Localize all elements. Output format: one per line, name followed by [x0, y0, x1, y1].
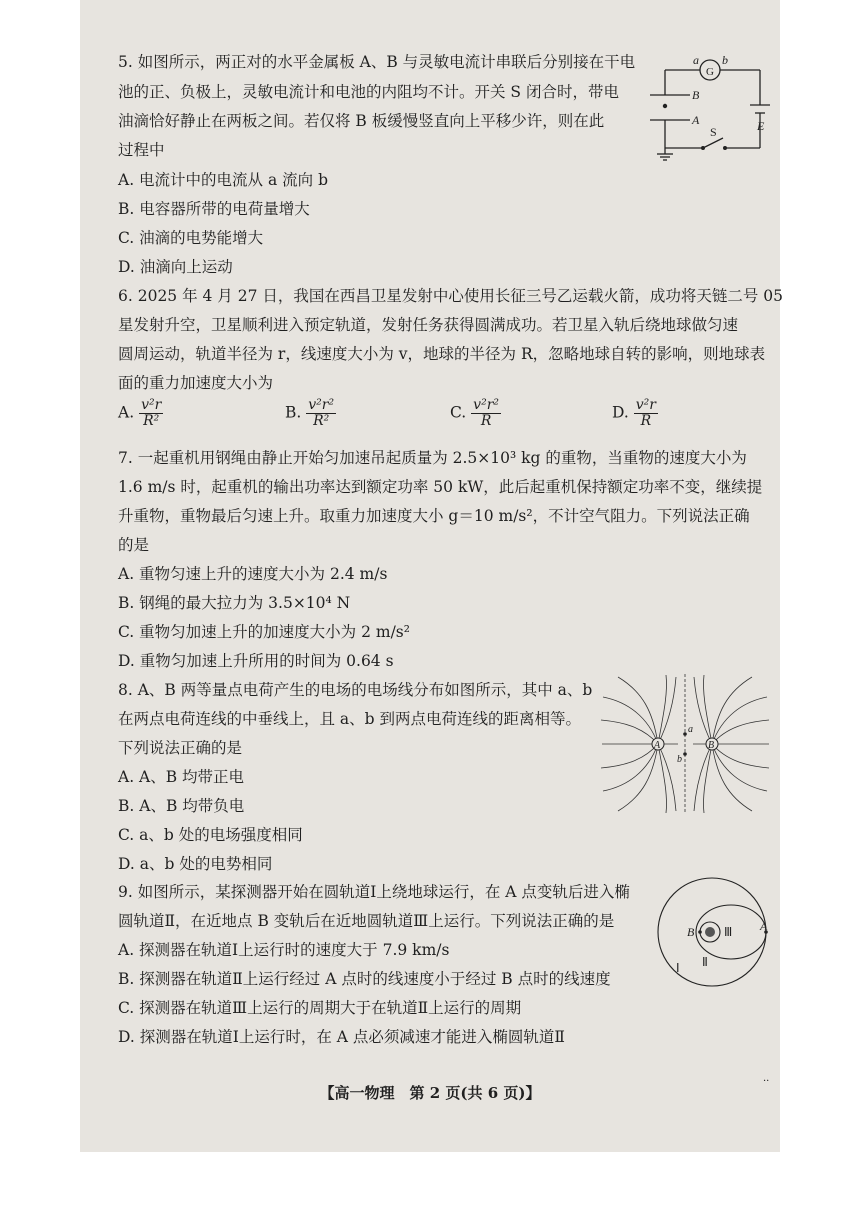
q5-label-B: B — [692, 88, 700, 102]
q7-option-b: B. 钢绳的最大拉力为 3.5×10⁴ N — [118, 594, 351, 612]
q6-choice-d: D. $\frac{\text{v²r}}{R}$ — [612, 397, 656, 429]
q8-label-A: A — [654, 740, 661, 751]
q5-circuit-diagram — [645, 50, 775, 165]
q8-option-b: B. A、B 均带负电 — [118, 797, 245, 815]
q8-line-3: 下列说法正确的是 — [118, 739, 243, 757]
q5-label-S: S — [710, 125, 717, 139]
q9-label-A: A — [760, 919, 768, 933]
q9-line-2: 圆轨道Ⅱ，在近地点 B 变轨后在近地圆轨道Ⅲ上运行。下列说法正确的是 — [118, 912, 615, 930]
q6-choice-c: C. $\frac{\text{v²r²}}{R}$ — [450, 397, 499, 429]
q5-line-1: 5. 如图所示，两正对的水平金属板 A、B 与灵敏电流计串联后分别接在干电 — [118, 53, 636, 71]
q5-line-4: 过程中 — [118, 141, 165, 159]
q6-choice-b: B. $\frac{\text{v²r²}}{\text{R²}}$ — [285, 397, 335, 429]
q8-label-b: b — [677, 754, 682, 765]
q5-option-c: C. 油滴的电势能增大 — [118, 229, 264, 247]
q8-field-lines-diagram — [598, 672, 773, 817]
q5-line-3: 油滴恰好静止在两板之间。若仅将 B 板缓慢竖直向上平移少许，则在此 — [118, 112, 605, 130]
q9-option-d: D. 探测器在轨道Ⅰ上运行时，在 A 点必须减速才能进入椭圆轨道Ⅱ — [118, 1028, 565, 1046]
q5-label-a: a — [693, 53, 699, 67]
q8-line-2: 在两点电荷连线的中垂线上，且 a、b 到两点电荷连线的距离相等。 — [118, 710, 582, 728]
q6-fraction-c: $\frac{\text{v²r²}}{R}$ — [473, 397, 499, 429]
q7-option-a: A. 重物匀速上升的速度大小为 2.4 m/s — [118, 565, 388, 583]
q9-orbit-diagram — [654, 872, 776, 992]
q9-option-c: C. 探测器在轨道Ⅲ上运行的周期大于在轨道Ⅱ上运行的周期 — [118, 999, 522, 1017]
q5-option-b: B. 电容器所带的电荷量增大 — [118, 200, 310, 218]
q6-line-1: 6. 2025 年 4 月 27 日，我国在西昌卫星发射中心使用长征三号乙运载火箭，成功将天链二号 05 — [118, 287, 784, 305]
q5-line-2: 池的正、负极上，灵敏电流计和电池的内阻均不计。开关 S 闭合时，带电 — [118, 83, 619, 101]
q7-option-d: D. 重物匀加速上升所用的时间为 0.64 s — [118, 652, 394, 670]
q9-label-orbit-II: Ⅱ — [702, 955, 708, 969]
q8-option-a: A. A、B 均带正电 — [118, 768, 245, 786]
q7-option-c: C. 重物匀加速上升的加速度大小为 2 m/s² — [118, 623, 410, 641]
q8-label-B: B — [708, 740, 715, 751]
q8-label-a: a — [688, 724, 693, 735]
page-footer: 【高一物理 第 2 页(共 6 页)】 — [319, 1084, 541, 1102]
q8-option-d: D. a、b 处的电势相同 — [118, 855, 273, 873]
q6-line-4: 面的重力加速度大小为 — [118, 374, 274, 392]
q5-label-A: A — [692, 113, 700, 127]
q6-line-2: 星发射升空，卫星顺利进入预定轨道，发射任务获得圆满成功。若卫星入轨后绕地球做匀速 — [118, 316, 739, 334]
q7-line-4: 的是 — [118, 536, 150, 554]
q8-option-c: C. a、b 处的电场强度相同 — [118, 826, 303, 844]
q6-line-3: 圆周运动，轨道半径为 r，线速度大小为 v，地球的半径为 R，忽略地球自转的影响，则地球表 — [118, 345, 766, 363]
q7-line-3: 升重物，重物最后匀速上升。取重力加速度大小 g＝10 m/s²，不计空气阻力。下列说法正确 — [118, 507, 750, 525]
q5-label-E: E — [757, 119, 765, 133]
q6-fraction-a: $\frac{\text{v²r}}{\text{R²}}$ — [141, 397, 162, 429]
q9-option-b: B. 探测器在轨道Ⅱ上运行经过 A 点时的线速度小于经过 B 点时的线速度 — [118, 970, 611, 988]
q9-label-B: B — [687, 925, 695, 939]
q9-label-orbit-III: Ⅲ — [724, 925, 733, 939]
q9-label-orbit-I: Ⅰ — [676, 961, 680, 975]
q9-option-a: A. 探测器在轨道Ⅰ上运行时的速度大于 7.9 km/s — [118, 941, 450, 959]
q8-line-1: 8. A、B 两等量点电荷产生的电场的电场线分布如图所示，其中 a、b — [118, 681, 593, 699]
q5-label-b: b — [722, 53, 728, 67]
q7-line-1: 7. 一起重机用钢绳由静止开始匀加速吊起质量为 2.5×10³ kg 的重物，当重物的速度大小为 — [118, 449, 747, 467]
q6-fraction-d: $\frac{\text{v²r}}{R}$ — [635, 397, 656, 429]
q5-option-d: D. 油滴向上运动 — [118, 258, 233, 276]
q5-option-a: A. 电流计中的电流从 a 流向 b — [118, 171, 328, 189]
q7-line-2: 1.6 m/s 时，起重机的输出功率达到额定功率 50 kW，此后起重机保持额定功率不变，继续提 — [118, 478, 763, 496]
q5-label-G: G — [706, 66, 714, 78]
q6-fraction-b: $\frac{\text{v²r²}}{\text{R²}}$ — [308, 397, 335, 429]
q6-choice-a: A. $\frac{\text{v²r}}{\text{R²}}$ — [118, 397, 162, 429]
q9-line-1: 9. 如图所示，某探测器开始在圆轨道Ⅰ上绕地球运行，在 A 点变轨后进入椭 — [118, 883, 630, 901]
scan-mark: ·· — [763, 1076, 770, 1087]
